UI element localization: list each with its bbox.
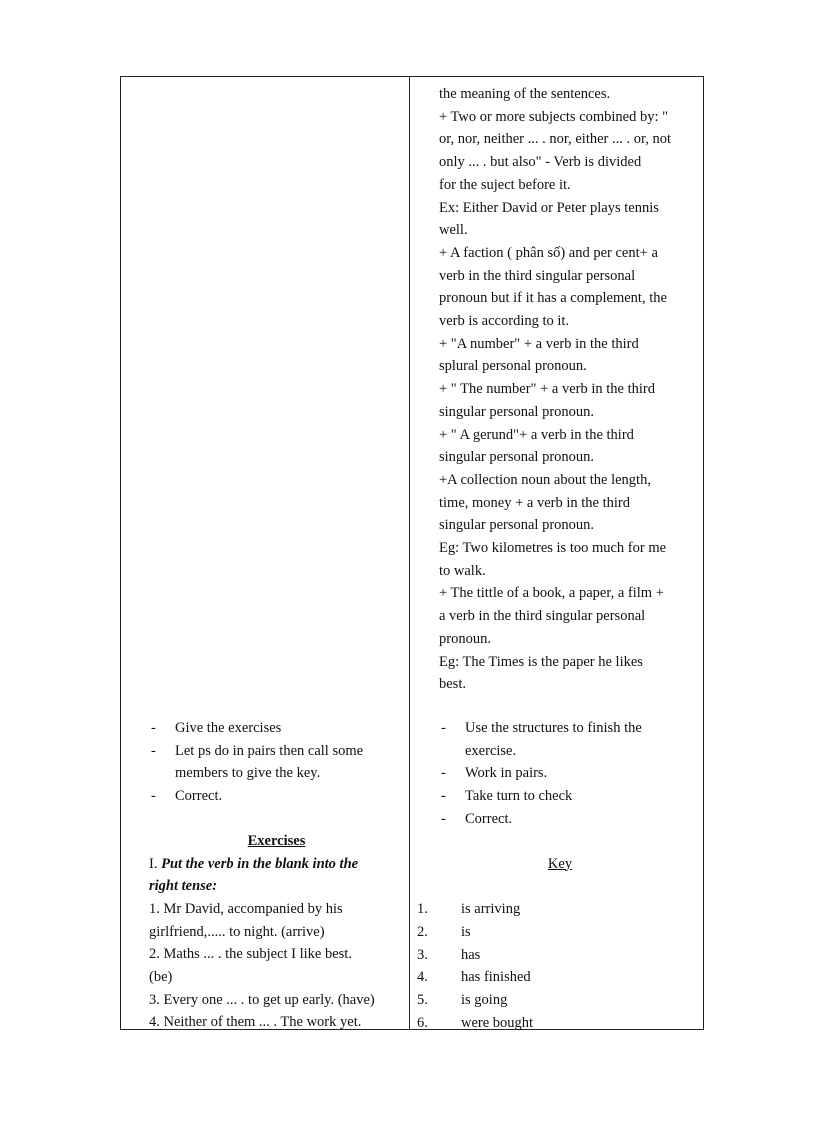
student-step <box>439 762 701 785</box>
dash-bullet: - <box>441 810 446 827</box>
left-blank-space <box>149 77 404 717</box>
student-steps-list <box>439 717 701 831</box>
student-step <box>439 808 701 831</box>
teacher-step-line: members to give the key. <box>175 765 321 782</box>
note-line: singular personal pronoun. <box>439 403 595 420</box>
teacher-column <box>149 77 404 1029</box>
key-number: 3. <box>417 946 428 963</box>
key-answer: is arriving <box>461 901 521 918</box>
note-line: verb is according to it. <box>439 313 570 330</box>
key-number: 1. <box>417 901 428 918</box>
note-line: best. <box>439 676 466 693</box>
student-step-line: Correct. <box>465 810 513 827</box>
key-item <box>417 921 701 944</box>
key-answer: has <box>461 946 481 963</box>
key-number: 5. <box>417 992 428 1009</box>
note-line: a verb in the third singular personal <box>439 608 646 625</box>
exercise-line: 3. Every one ... . to get up early. (have) <box>149 991 375 1008</box>
student-column <box>417 77 701 1031</box>
key-answer: were bought <box>461 1014 534 1031</box>
student-step <box>439 785 701 808</box>
student-step-line: Use the structures to finish the <box>465 719 642 736</box>
exercise-line: 2. Maths ... . the subject I like best. <box>149 946 352 963</box>
exercise-list <box>149 898 404 1034</box>
exercises-heading: Exercises <box>247 832 306 849</box>
teacher-step <box>149 785 404 808</box>
key-heading: Key <box>547 855 573 872</box>
student-step-line: Work in pairs. <box>465 765 548 782</box>
instruction-text: Put the verb in the blank into the <box>161 855 359 872</box>
exercise-line: 4. Neither of them ... . The work yet. <box>149 1014 362 1031</box>
note-line: well. <box>439 222 468 239</box>
note-line: singular personal pronoun. <box>439 517 595 534</box>
key-number: 4. <box>417 969 428 986</box>
student-step-line: Take turn to check <box>465 788 573 805</box>
dash-bullet: - <box>151 742 156 759</box>
note-line: + "A number" + a verb in the third <box>439 335 639 352</box>
key-number: 6. <box>417 1014 428 1031</box>
note-line: Eg: Two kilometres is too much for me <box>439 540 667 557</box>
dash-bullet: - <box>151 788 156 805</box>
note-line: + " The number" + a verb in the third <box>439 381 655 398</box>
note-line: verb in the third singular personal <box>439 267 636 284</box>
student-step-line: exercise. <box>465 742 517 759</box>
student-step <box>439 717 701 762</box>
note-line: splural personal pronoun. <box>439 358 587 375</box>
note-line: + " A gerund"+ a verb in the third <box>439 426 634 443</box>
note-line: + A faction ( phân số) and per cent+ a <box>439 244 658 261</box>
note-line: or, nor, neither ... . nor, either ... . or, not <box>439 131 672 148</box>
teacher-step-line: Correct. <box>175 788 223 805</box>
instruction-prefix: I. <box>149 855 162 872</box>
teacher-step-line: Let ps do in pairs then call some <box>175 742 364 759</box>
note-line: + The tittle of a book, a paper, a film + <box>439 585 664 602</box>
note-line: only ... . but also" - Verb is divided <box>439 154 642 171</box>
note-line: the meaning of the sentences. <box>439 86 611 102</box>
dash-bullet: - <box>441 765 446 782</box>
key-answer: has finished <box>461 969 531 986</box>
note-line: for the suject before it. <box>439 176 571 193</box>
key-number: 2. <box>417 923 428 940</box>
note-line: pronoun but if it has a complement, the <box>439 290 667 307</box>
note-line: Ex: Either David or Peter plays tennis <box>439 199 659 216</box>
note-line: to walk. <box>439 562 486 579</box>
dash-bullet: - <box>441 719 446 736</box>
exercise-instruction <box>149 853 404 876</box>
key-item <box>417 944 701 967</box>
column-divider <box>409 77 410 1029</box>
note-line: pronoun. <box>439 630 491 647</box>
key-answer: is <box>461 923 471 940</box>
instruction-text: right tense: <box>149 878 218 895</box>
note-line: + Two or more subjects combined by: " <box>439 108 669 125</box>
lesson-table <box>120 76 704 1030</box>
key-item <box>417 966 701 989</box>
key-item <box>417 989 701 1012</box>
teacher-step <box>149 717 404 740</box>
dash-bullet: - <box>151 720 156 736</box>
key-answer: is going <box>461 992 508 1009</box>
teacher-step-line: Give the exercises <box>175 720 282 736</box>
teacher-steps-list <box>149 717 404 808</box>
note-line: singular personal pronoun. <box>439 449 595 466</box>
grammar-notes <box>439 83 701 696</box>
teacher-step <box>149 740 404 785</box>
exercise-line: 1. Mr David, accompanied by his <box>149 900 343 917</box>
note-line: time, money + a verb in the third <box>439 494 630 511</box>
key-item <box>417 1012 701 1035</box>
exercise-line: (be) <box>149 969 173 986</box>
dash-bullet: - <box>441 788 446 805</box>
exercise-line: girlfriend,..... to night. (arrive) <box>149 923 325 940</box>
note-line: Eg: The Times is the paper he likes <box>439 653 643 670</box>
note-line: +A collection noun about the length, <box>439 471 651 488</box>
answer-key-list <box>417 898 701 1034</box>
key-item <box>417 898 701 921</box>
